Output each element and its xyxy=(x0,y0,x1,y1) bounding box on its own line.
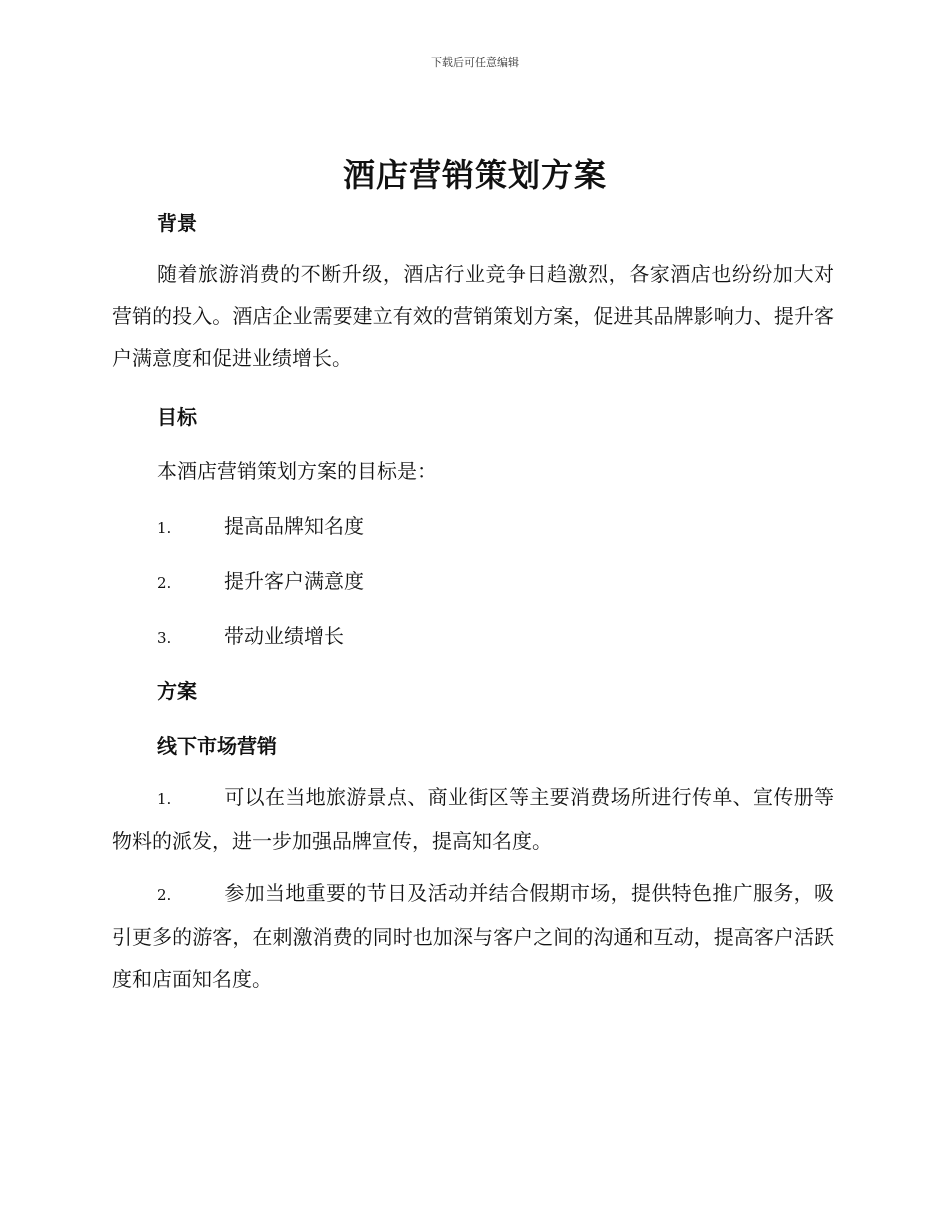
list-text: 带动业绩增长 xyxy=(224,624,344,648)
subheading-offline-marketing: 线下市场营销 xyxy=(157,734,277,758)
header-note: 下载后可任意编辑 xyxy=(431,56,519,69)
list-text: 提升客户满意度 xyxy=(224,569,364,593)
goal-item-1 xyxy=(157,510,364,539)
goal-item-2 xyxy=(157,565,364,594)
plan-item-1 xyxy=(112,776,834,862)
list-number: 1. xyxy=(157,790,172,808)
list-text: 提高品牌知名度 xyxy=(224,514,364,538)
document-title: 酒店营销策划方案 xyxy=(342,156,607,194)
list-number: 2. xyxy=(157,886,172,904)
heading-background: 背景 xyxy=(157,211,197,235)
background-paragraph: 随着旅游消费的不断升级，酒店行业竞争日趋激烈，各家酒店也纷纷加大对营销的投入。酒店企业需要建立有效的营销策划方案，促进其品牌影响力、提升客户满意度和促进业绩增长。 xyxy=(112,262,834,370)
goals-intro: 本酒店营销策划方案的目标是： xyxy=(157,459,437,483)
list-number: 3. xyxy=(157,629,172,647)
heading-goals: 目标 xyxy=(157,405,197,429)
list-text: 参加当地重要的节日及活动并结合假期市场，提供特色推广服务，吸引更多的游客，在刺激消费的同时也加深与客户之间的沟通和互动，提高客户活跃度和店面知名度。 xyxy=(112,881,834,991)
goal-item-3 xyxy=(157,620,344,649)
list-number: 1. xyxy=(157,519,172,537)
list-number: 2. xyxy=(157,574,172,592)
list-text: 可以在当地旅游景点、商业街区等主要消费场所进行传单、宣传册等物料的派发，进一步加强品牌宣传，提高知名度。 xyxy=(112,785,834,853)
plan-item-2 xyxy=(112,872,834,1000)
heading-plan: 方案 xyxy=(157,679,197,703)
